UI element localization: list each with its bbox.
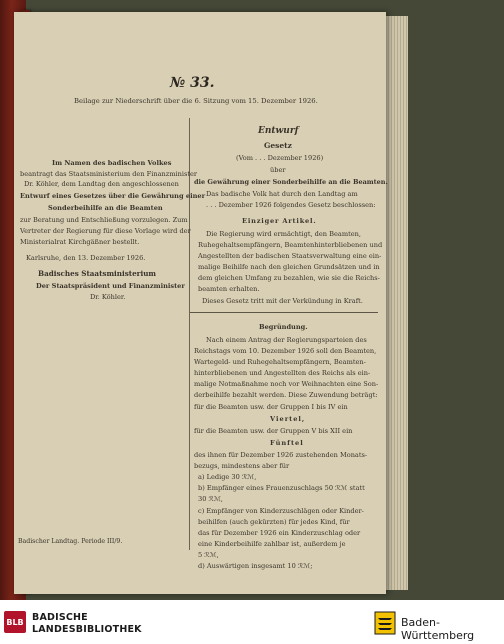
left-place-date: Karlsruhe, den 13. Dezember 1926. [26,254,146,262]
begruendung-line-10: Fünftel [270,439,304,447]
left-line-1: beantragt das Staatsministerium den Finanzminister [20,170,198,178]
article-line-1: Die Regierung wird ermächtigt, den Beamten, [206,230,361,238]
blb-name-line-1: BADISCHE [32,612,88,623]
left-line-3: Entwurf eines Gesetzes über die Gewährung einer [20,192,206,200]
begruendung-line-1: Nach einem Antrag der Regierungsparteien des [206,336,367,344]
article-heading: Einziger Artikel. [242,217,317,225]
gesetz-heading: Gesetz [264,141,292,150]
enact-line-1: Das badische Volk hat durch den Landtag am [206,190,358,198]
left-heading: Im Namen des badischen Volkes [52,159,172,167]
begruendung-item-b: b) Empfänger eines Frauenzuschlags 50 ℛℳ statt [198,484,365,492]
begruendung-line-12: bezugs, mindestens aber für [194,462,290,470]
enact-line-2: . . . Dezember 1926 folgendes Gesetz beschlossen: [206,201,376,209]
left-signer-title: Der Staatspräsident und Finanzminister [36,282,185,290]
blb-name-line-2: LANDESBIBLIOTHEK [32,624,142,635]
beilage-line: Beilage zur Niederschrift über die 6. Sitzung vom 15. Dezember 1926. [74,97,318,105]
begruendung-item-d: d) Auswärtigen insgesamt 10 ℛℳ; [198,562,313,570]
article-line-7: Dieses Gesetz tritt mit der Verkündung in Kraft. [202,297,363,305]
begruendung-line-5: malige Notmaßnahme noch vor Weihnachten eine Son- [194,380,379,388]
begruendung-item-a: a) Ledige 30 ℛℳ, [198,473,257,481]
begruendung-line-6: derbeihilfe bezahlt werden. Diese Zuwendung beträgt: [194,391,378,399]
left-printer-note: Badischer Landtag. Periode III/9. [18,538,123,545]
begruendung-item-c5: 5 ℛℳ, [198,551,219,559]
begruendung-line-8: Viertel, [270,415,306,423]
baden-wuerttemberg-emblem-icon[interactable] [374,611,396,635]
left-line-2: Dr. Köhler, dem Landtag den angeschlossenen [24,180,179,188]
left-line-7: Ministerialrat Kirchgäßner bestellt. [20,238,140,246]
article-line-5: dem gleichen Umfang zu bezahlen, wie sie die Reichs- [198,274,380,282]
article-line-3: Angestellten der badischen Staatsverwaltung eine ein- [198,252,382,260]
entwurf-heading: Entwurf [258,126,299,136]
section-rule [190,312,378,313]
left-line-4: Sonderbeihilfe an die Beamten [48,204,163,212]
gesetz-ueber: über [270,166,286,174]
document-page [14,12,386,594]
begruendung-line-4: hinterbliebenen und Angestellten des Reichs als ein- [194,369,371,377]
begruendung-line-11: des ihnen für Dezember 1926 zustehenden Monats- [194,451,368,459]
begruendung-heading: Begründung. [259,323,308,331]
baden-wuerttemberg-label: Baden-Württemberg [401,616,475,642]
column-divider [189,118,190,550]
blb-logo[interactable]: BLB [4,611,26,633]
begruendung-item-b2: 30 ℛℳ, [198,495,223,503]
begruendung-item-c: c) Empfänger von Kinderzuschlägen oder Kinder- [198,507,364,515]
left-line-6: Vertreter der Regierung für diese Vorlage wird der [20,227,191,235]
begruendung-item-c3: das für Dezember 1926 ein Kinderzuschlag oder [198,529,361,537]
article-line-4: malige Beihilfe nach den gleichen Grundsätzen und in [198,263,380,271]
begruendung-line-7: für die Beamten usw. der Gruppen I bis IV ein [194,403,348,411]
begruendung-item-c4: eine Kinderbeihilfe zahlbar ist, außerdem je [198,540,346,548]
page-stack-edges [386,16,408,590]
begruendung-line-2: Reichstags vom 10. Dezember 1926 soll den Beamten, [194,347,377,355]
left-signer: Dr. Köhler. [90,293,126,301]
left-line-5: zur Beratung und Entschließung vorzulegen. Zum [20,216,188,224]
gesetz-date: (Vom . . . Dezember 1926) [236,154,324,162]
begruendung-line-9: für die Beamten usw. der Gruppen V bis XII ein [194,427,353,435]
left-ministry: Badisches Staatsministerium [38,269,157,278]
begruendung-item-c2: beihilfen (auch gekürzten) für jedes Kind, für [198,518,350,526]
article-line-2: Ruhegehaltsempfängern, Beamtenhinterbliebenen und [198,241,383,249]
gesetz-title: die Gewährung einer Sonderbeihilfe an die Beamten. [194,178,388,186]
begruendung-line-3: Wartegeld- und Ruhegehaltsempfängern, Beamten- [194,358,366,366]
article-line-6: beamten erhalten. [198,285,260,293]
page-number: № 33. [170,75,215,91]
